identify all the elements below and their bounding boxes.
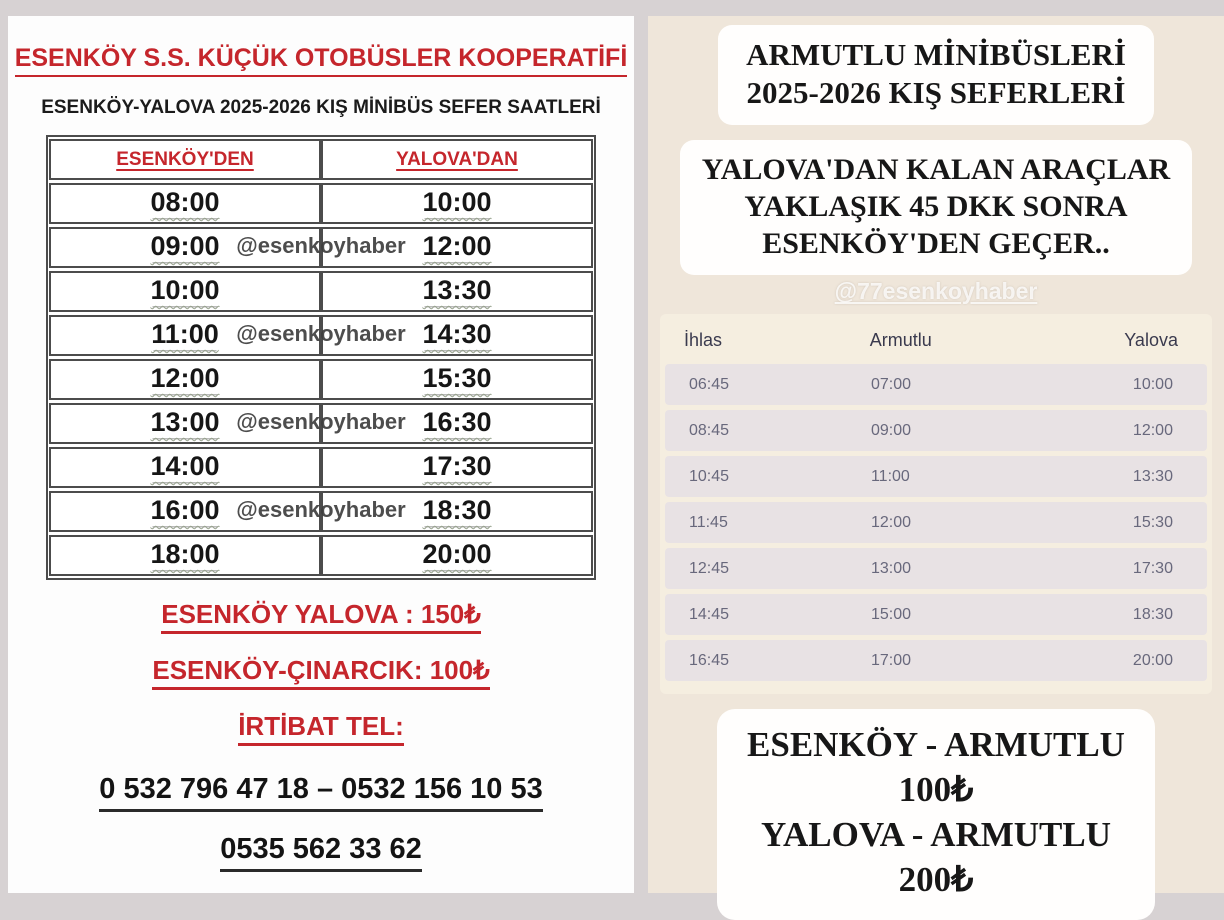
table-row [49, 183, 593, 224]
departure-time: 14:00 [150, 451, 220, 481]
cell-to [321, 227, 593, 268]
cell-to [321, 447, 593, 488]
header-cell-yalovadan [321, 139, 593, 180]
right-title-line-1: ARMUTLU MİNİBÜSLERİ [746, 37, 1126, 72]
header-cell-esenkoyden [49, 139, 321, 180]
table-row [49, 227, 593, 268]
fare-yalova-armutlu-price: 200₺ [898, 859, 974, 899]
table-row [665, 456, 1207, 497]
header-ihlas: İhlas [684, 330, 723, 351]
departure-time: 16:30 [422, 407, 492, 437]
time-yalova: 15:30 [1132, 513, 1173, 531]
departure-time: 11:00 [151, 319, 219, 349]
phone-numbers-line-1-text: 0 532 796 47 18 – 0532 156 10 53 [99, 773, 542, 812]
time-yalova: 13:30 [1132, 467, 1173, 485]
time-yalova: 20:00 [1132, 651, 1173, 669]
time-ihlas: 11:45 [689, 513, 728, 531]
cell-from [49, 447, 321, 488]
notice-line-1: YALOVA'DAN KALAN ARAÇLAR [701, 152, 1171, 186]
time-yalova: 18:30 [1132, 605, 1173, 623]
departure-times-table [46, 135, 596, 580]
fare-esenkoy-yalova [8, 599, 634, 630]
watermark-text: @esenkoyhaber [236, 496, 406, 522]
cell-to [321, 359, 593, 400]
departure-time: 17:30 [422, 451, 492, 481]
cell-to [321, 535, 593, 576]
table-row [49, 271, 593, 312]
time-yalova: 12:00 [1132, 421, 1173, 439]
fare-esenkoy-yalova-text: ESENKÖY YALOVA : 150₺ [161, 599, 481, 634]
right-title-line-2: 2025-2026 KIŞ SEFERLERİ [746, 74, 1126, 110]
left-flyer-esenkoy-yalova [8, 16, 634, 893]
table-row [49, 315, 593, 356]
departure-time: 13:30 [422, 275, 492, 305]
time-armutlu: 15:00 [870, 605, 911, 623]
right-flyer-title [718, 25, 1154, 125]
cell-to [321, 491, 593, 532]
cell-to [321, 315, 593, 356]
table-row [665, 594, 1207, 635]
departure-time: 18:30 [422, 495, 492, 525]
cell-from [49, 271, 321, 312]
table-header-row [660, 316, 1212, 364]
time-ihlas: 10:45 [689, 467, 730, 485]
departure-time: 10:00 [150, 275, 220, 305]
time-ihlas: 14:45 [689, 605, 730, 623]
departure-time: 15:30 [422, 363, 492, 393]
time-armutlu: 13:00 [870, 559, 911, 577]
fare-esenkoy-armutlu-label: ESENKÖY - ARMUTLU [747, 725, 1125, 765]
cell-from [49, 491, 321, 532]
left-flyer-subtitle: ESENKÖY-YALOVA 2025-2026 KIŞ MİNİBÜS SEFER SAATLERİ [41, 97, 601, 118]
phone-numbers-line-2-text: 0535 562 33 62 [220, 833, 422, 872]
departure-time: 12:00 [150, 363, 220, 393]
cell-to [321, 271, 593, 312]
header-label-esenkoyden: ESENKÖY'DEN [116, 148, 254, 170]
phone-numbers-line-2 [8, 833, 634, 866]
cell-from [49, 315, 321, 356]
time-ihlas: 12:45 [689, 559, 730, 577]
time-ihlas: 08:45 [689, 421, 730, 439]
time-armutlu: 09:00 [870, 421, 911, 439]
header-armutlu: Armutlu [869, 330, 932, 351]
cell-from [49, 403, 321, 444]
departure-time: 09:00 [150, 231, 220, 261]
watermark-text: @77esenkoyhaber [834, 278, 1038, 305]
notice-line-2: YAKLAŞIK 45 DKK SONRA [744, 189, 1128, 223]
phone-numbers-line-1 [8, 773, 634, 806]
departure-time: 10:00 [422, 187, 492, 217]
fare-yalova-armutlu-label: YALOVA - ARMUTLU [760, 814, 1112, 854]
watermark-text: @esenkoyhaber [236, 320, 406, 346]
right-flyer-notice [680, 140, 1192, 276]
departure-time: 08:00 [150, 187, 220, 217]
table-row [665, 640, 1207, 681]
cell-to [321, 183, 593, 224]
time-ihlas: 06:45 [689, 375, 730, 393]
time-armutlu: 12:00 [870, 513, 911, 531]
header-label-yalovadan: YALOVA'DAN [396, 148, 518, 170]
departure-time: 14:30 [422, 319, 492, 349]
right-flyer-armutlu [648, 16, 1224, 899]
cell-to [321, 403, 593, 444]
table-row [665, 410, 1207, 451]
fare-esenkoy-cinarcik [8, 655, 634, 686]
time-yalova: 17:30 [1132, 559, 1173, 577]
notice-line-3: ESENKÖY'DEN GEÇER.. [762, 227, 1110, 260]
time-armutlu: 11:00 [870, 467, 910, 485]
time-ihlas: 16:45 [689, 651, 730, 669]
cell-from [49, 183, 321, 224]
armutlu-times-table [660, 314, 1212, 694]
table-row [665, 364, 1207, 405]
cell-from [49, 359, 321, 400]
contact-label [8, 711, 634, 742]
table-row [665, 502, 1207, 543]
time-armutlu: 07:00 [870, 375, 911, 393]
time-armutlu: 17:00 [870, 651, 911, 669]
table-row [49, 447, 593, 488]
table-header-row [49, 139, 593, 180]
cell-from [49, 535, 321, 576]
watermark-text: @esenkoyhaber [236, 232, 406, 258]
departure-time: 20:00 [422, 539, 492, 569]
departure-time: 16:00 [150, 495, 220, 525]
header-yalova: Yalova [1124, 330, 1178, 351]
left-flyer-title [8, 44, 634, 73]
contact-label-text: İRTİBAT TEL: [238, 711, 404, 746]
departure-time: 12:00 [422, 231, 492, 261]
time-yalova: 10:00 [1132, 375, 1173, 393]
table-row [49, 359, 593, 400]
departure-time: 18:00 [150, 539, 220, 569]
left-flyer-title-text: ESENKÖY S.S. KÜÇÜK OTOBÜSLER KOOPERATİFİ [15, 44, 628, 77]
departure-time: 13:00 [150, 407, 220, 437]
watermark-text: @esenkoyhaber [236, 408, 406, 434]
table-row [49, 403, 593, 444]
table-row [49, 535, 593, 576]
table-row [665, 548, 1207, 589]
fare-esenkoy-armutlu-price: 100₺ [898, 769, 974, 809]
fare-esenkoy-cinarcik-text: ESENKÖY-ÇINARCIK: 100₺ [152, 655, 489, 690]
table-row [49, 491, 593, 532]
right-flyer-fares [717, 709, 1155, 920]
cell-from [49, 227, 321, 268]
